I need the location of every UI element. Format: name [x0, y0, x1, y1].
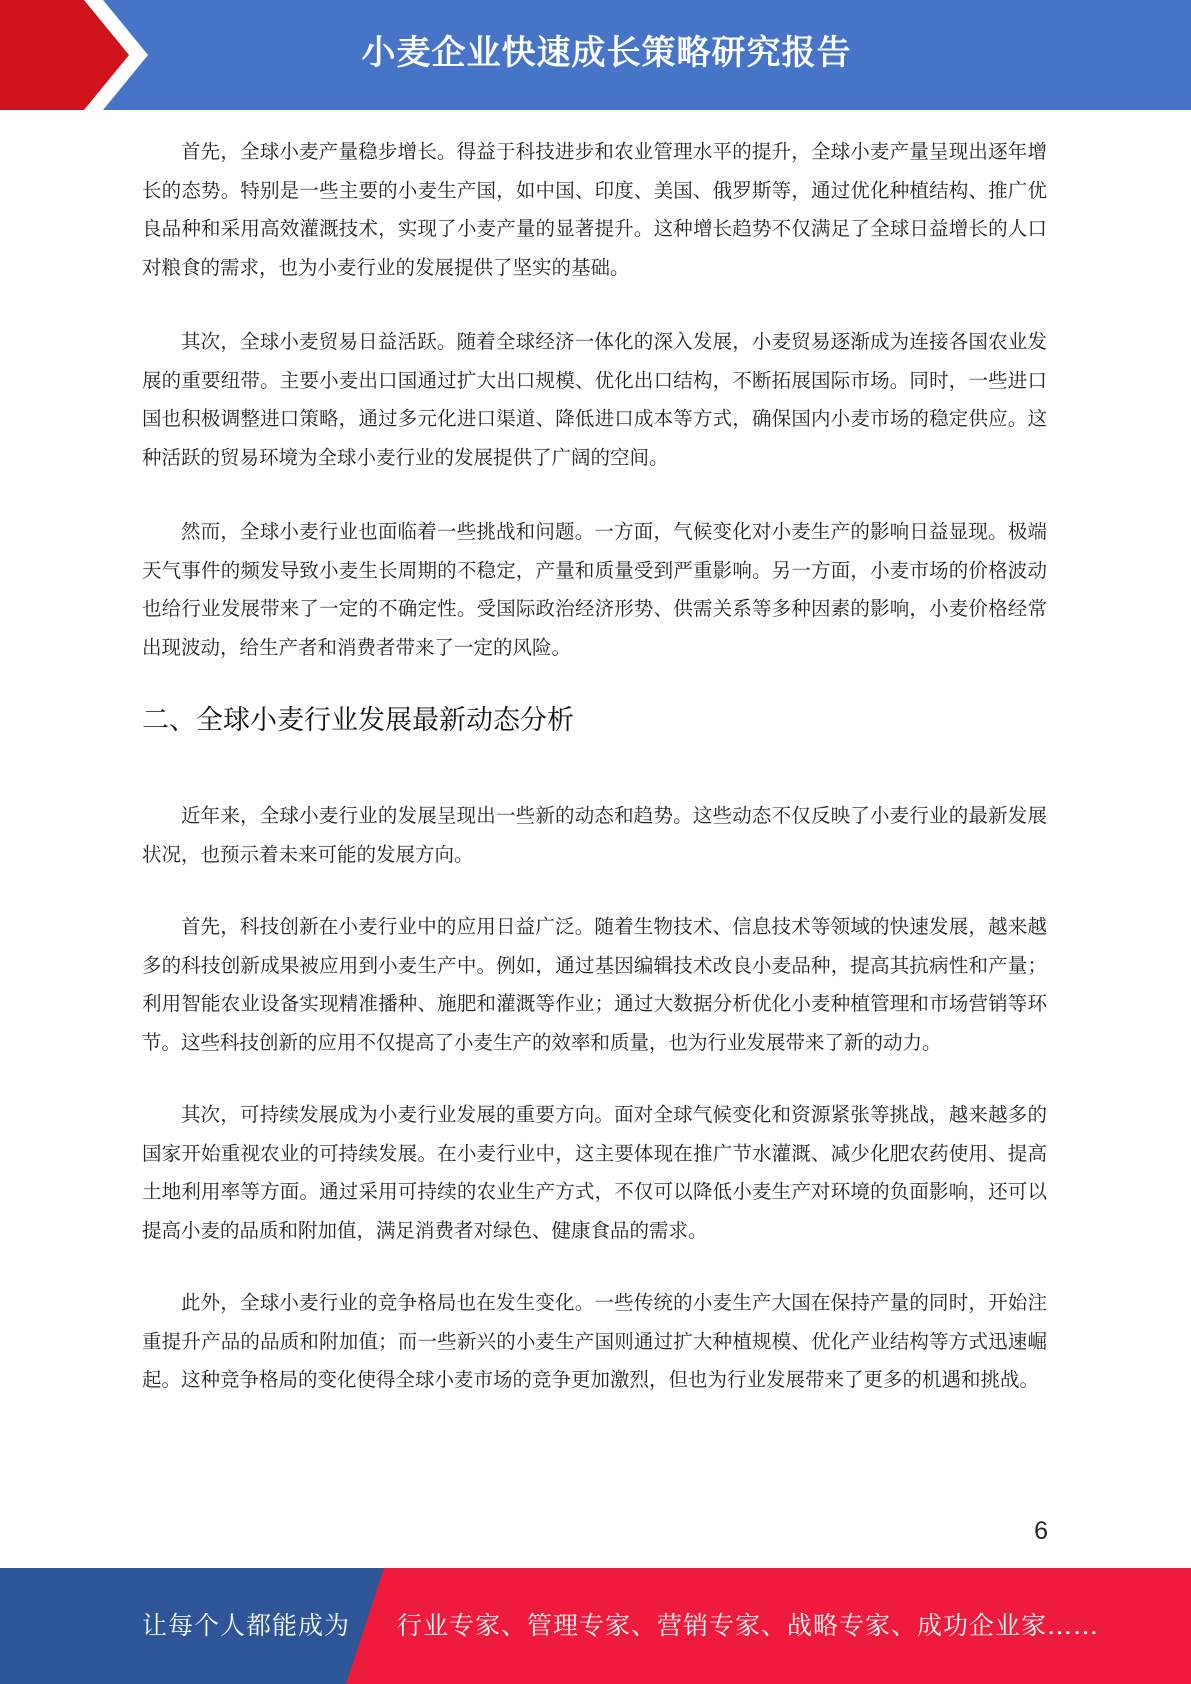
paragraph: 其次，全球小麦贸易日益活跃。随着全球经济一体化的深入发展，小麦贸易逐渐成为连接各国农业发展的重要纽带。主要小麦出口国通过扩大出口规模、优化出口结构，不断拓展国际市场。同时，一些进口国也积极调整进口策略，通过多元化进口渠道、降低进口成本等方式，确保国内小麦市场的稳定供应。这种活跃的贸易环境为全球小麦行业的发展提供了广阔的空间。	[142, 330, 1047, 469]
paragraph: 首先，科技创新在小麦行业中的应用日益广泛。随着生物技术、信息技术等领域的快速发展，越来越多的科技创新成果被应用到小麦生产中。例如，通过基因编辑技术改良小麦品种，提高其抗病性和产量；利用智能农业设备实现精准播种、施肥和灌溉等作业；通过大数据分析优化小麦种植管理和市场营销等环节。这些科技创新的应用不仅提高了小麦生产的效率和质量，也为行业发展带来了新的动力。	[142, 915, 1047, 1054]
page-footer	[0, 1568, 1191, 1684]
report-title: 小麦企业快速成长策略研究报告	[361, 33, 852, 73]
page-number: 6	[1034, 1517, 1048, 1545]
paragraph: 此外，全球小麦行业的竞争格局也在发生变化。一些传统的小麦生产大国在保持产量的同时，开始注重提升产品的品质和附加值；而一些新兴的小麦生产国则通过扩大种植规模、优化产业结构等方式迅速崛起。这种竞争格局的变化使得全球小麦市场的竞争更加激烈，但也为行业发展带来了更多的机遇和挑战。	[142, 1291, 1047, 1391]
footer-slogan-right: 行业专家、管理专家、营销专家、战略专家、成功企业家……	[397, 1611, 1100, 1640]
main-content	[142, 133, 1047, 1434]
footer-slogan-left: 让每个人都能成为	[142, 1611, 351, 1640]
paragraph: 近年来，全球小麦行业的发展呈现出一些新的动态和趋势。这些动态不仅反映了小麦行业的最新发展状况，也预示着未来可能的发展方向。	[142, 804, 1047, 866]
paragraph: 其次，可持续发展成为小麦行业发展的重要方向。面对全球气候变化和资源紧张等挑战，越来越多的国家开始重视农业的可持续发展。在小麦行业中，这主要体现在推广节水灌溉、减少化肥农药使用、提高土地利用率等方面。通过采用可持续的农业生产方式，不仅可以降低小麦生产对环境的负面影响，还可以提高小麦的品质和附加值，满足消费者对绿色、健康食品的需求。	[142, 1103, 1047, 1242]
page-header	[0, 0, 1191, 110]
paragraph: 然而，全球小麦行业也面临着一些挑战和问题。一方面，气候变化对小麦生产的影响日益显现。极端天气事件的频发导致小麦生长周期的不稳定，产量和质量受到严重影响。另一方面，小麦市场的价格波动也给行业发展带来了一定的不确定性。受国际政治经济形势、供需关系等多种因素的影响，小麦价格经常出现波动，给生产者和消费者带来了一定的风险。	[142, 520, 1047, 659]
paragraph: 首先，全球小麦产量稳步增长。得益于科技进步和农业管理水平的提升，全球小麦产量呈现出逐年增长的态势。特别是一些主要的小麦生产国，如中国、印度、美国、俄罗斯等，通过优化种植结构、推广优良品种和采用高效灌溉技术，实现了小麦产量的显著提升。这种增长趋势不仅满足了全球日益增长的人口对粮食的需求，也为小麦行业的发展提供了坚实的基础。	[142, 140, 1047, 279]
section-heading: 二、全球小麦行业发展最新动态分析	[142, 705, 574, 736]
